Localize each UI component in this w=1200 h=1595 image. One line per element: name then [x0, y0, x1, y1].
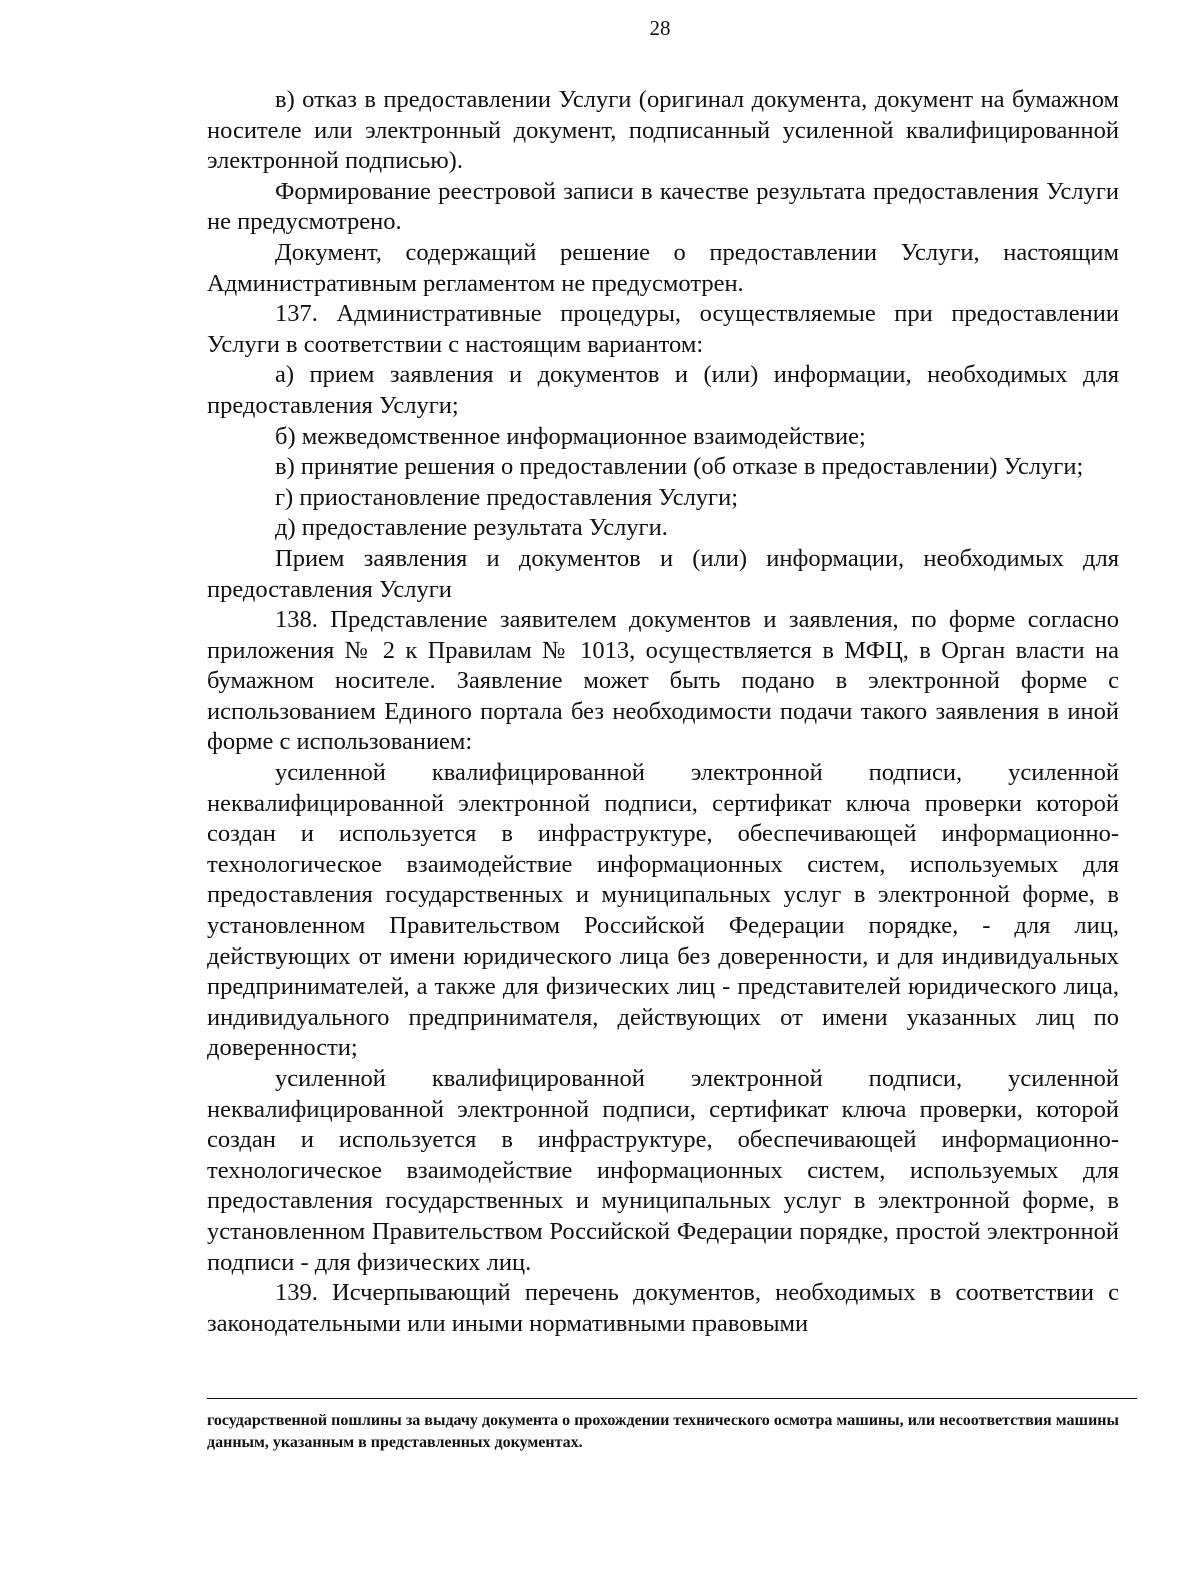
- paragraph-signature-individuals: усиленной квалифицированной электронной подписи, усиленной неквалифицированной электронной подписи, сертификат ключа проверки, которой создан и используется в инфраструктуре, обеспечивающей информационно-технологическое взаимодействие информационных систем, используемых для предоставления государственных и муниципальных услуг в электронной форме, в установленном Правительством Российской Федерации порядке, простой электронной подписи - для физических лиц.: [207, 1065, 1119, 1276]
- list-item-a: а) прием заявления и документов и (или) информации, необходимых для предоставления Услуги;: [207, 361, 1119, 419]
- section-heading-reception: Прием заявления и документов и (или) информации, необходимых для предоставления Услуги: [207, 544, 1119, 603]
- paragraph-139: 139. Исчерпывающий перечень документов, необходимых в соответствии с законодательными или иными нормативными правовыми: [207, 1279, 1119, 1337]
- paragraph-registry-record: Формирование реестровой записи в качестве результата предоставления Услуги не предусмотрено.: [207, 177, 1119, 236]
- list-item-b: б) межведомственное информационное взаимодействие;: [275, 422, 866, 450]
- page-number: 28: [649, 16, 671, 40]
- paragraph-138: 138. Представление заявителем документов и заявления, по форме согласно приложения № 2 к Правилам № 1013, осуществляется в МФЦ, в Орган власти на бумажном носителе. Заявление может быть подано в электронной форме с использованием Единого портала без необходимости подачи такого заявления в иной форме с использованием:: [207, 606, 1119, 756]
- footnote-divider: [207, 1398, 1137, 1399]
- paragraph-decision-document: Документ, содержащий решение о предоставлении Услуги, настоящим Административным регламентом не предусмотрен.: [207, 238, 1119, 297]
- paragraph-signature-legal-entities: усиленной квалифицированной электронной подписи, усиленной неквалифицированной электронной подписи, сертификат ключа проверки которой создан и используется в инфраструктуре, обеспечивающей информационно-технологическое взаимодействие информационных систем, используемых для предоставления государственных и муниципальных услуг в электронной форме, в установленном Правительством Российской Федерации порядке, - для лиц, действующих от имени юридического лица без доверенности, и для индивидуальных предпринимателей, а также для физических лиц - представителей юридического лица, индивидуального предпринимателя, действующих от имени указанных лиц по доверенности;: [207, 759, 1119, 1062]
- list-item-g: г) приостановление предоставления Услуги;: [275, 483, 739, 511]
- footnote-text: государственной пошлины за выдачу документа о прохождении технического осмотра машины, или несоответствия машины данным, указанным в представленных документах.: [207, 1412, 1119, 1451]
- paragraph-137: 137. Административные процедуры, осуществляемые при предоставлении Услуги в соответствии с настоящим вариантом:: [207, 300, 1119, 358]
- document-body: [207, 85, 1119, 1339]
- list-item-d: д) предоставление результата Услуги.: [275, 514, 668, 542]
- list-item-v: в) принятие решения о предоставлении (об отказе в предоставлении) Услуги;: [275, 453, 1084, 481]
- paragraph-refusal-item: в) отказ в предоставлении Услуги (оригинал документа, документ на бумажном носителе или электронный документ, подписанный усиленной квалифицированной электронной подписью).: [207, 86, 1119, 175]
